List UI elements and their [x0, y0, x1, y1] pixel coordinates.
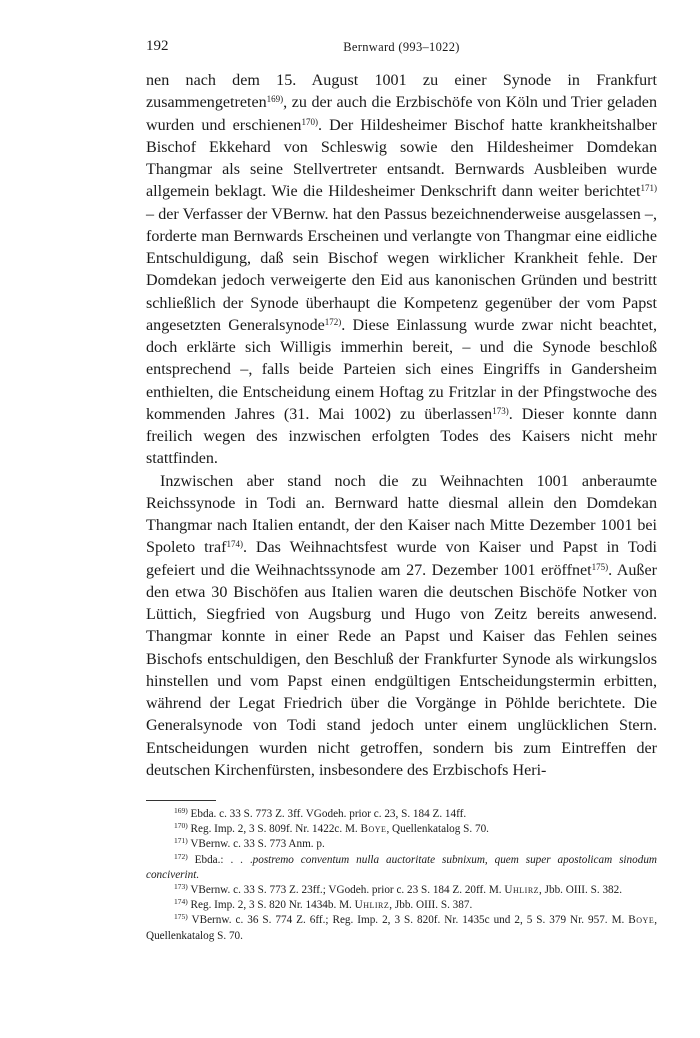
footnote-ref-170[interactable]: 170) [301, 116, 318, 127]
page-header [146, 38, 657, 62]
footnote-ref-173[interactable]: 173) [492, 405, 509, 416]
footnotes [146, 807, 657, 944]
footnote-ref-171[interactable]: 171) [640, 183, 657, 194]
running-title: Bernward (993–1022) [343, 40, 460, 54]
footnote-ref-175[interactable]: 175) [591, 561, 609, 572]
footnote-175: $^{175)}$ VBernw. c. 36 S. 774 Z. 6ff.; Reg. Imp. 2, 3 S. 820f. Nr. 1435c und 2, 5 S. 379 Nr. 957. M. Boye, Quellenkatalog S. 70. [146, 912, 657, 942]
footnote-171: $^{171)}$ VBernw. c. 33 S. 773 Anm. p. [174, 836, 325, 851]
footnote-ref-169[interactable]: 169) [266, 94, 284, 105]
document-page [146, 38, 657, 944]
footnote-172: $^{172)}$ Ebda.: . . .postremo conventum nulla auctoritate subnixum, quem super apostolicam sinodum conciverint. [146, 851, 657, 881]
footnote-divider [146, 800, 216, 801]
footnote-173: $^{173)}$ VBernw. c. 33 S. 773 Z. 23ff.; VGodeh. prior c. 23 S. 184 Z. 20ff. M. Uhlirz, Jbb. OIII. S. 382. [174, 882, 623, 897]
footnote-170: $^{170)}$ Reg. Imp. 2, 3 S. 809f. Nr. 1422c. M. Boye, Quellenkatalog S. 70. [174, 821, 489, 836]
footnote-ref-172[interactable]: 172) [324, 316, 342, 327]
page-number: 192 [146, 38, 169, 54]
footnote-ref-174[interactable]: 174) [226, 539, 243, 550]
footnote-169: $^{169)}$ Ebda. c. 33 S. 773 Z. 3ff. VGodeh. prior c. 23, S. 184 Z. 14ff. [174, 806, 467, 820]
paragraph-2: Inzwischen aber stand noch die zu Weihnachten 1001 anberaumte Reichssynode in Todi an. Bernward hatte diesmal allein den Domdekan Thangmar nach Italien entandt, der den Kaiser nach Mitte Dezember 1001 bei Spoleto traf$^{174)}$. Das Weihnachtsfest wurde von Kaiser und Papst in Todi gefeiert und die Weihnachtssynode am 27. Dezember 1001 eröffnet$^{175)}$. Außer den etwa 30 Bischöfen aus Italien waren die deutschen Bischöfe Notker von Lüttich, Siegfried von Augsburg und Hugo von Zeitz bereits anwesend. Thangmar konnte in einer Rede an Papst und Kaiser das Fehlen seines Bischofs entschuldigen, den Beschluß der Frankfurter Synode als wirkungslos hinstellen und vom Papst einen endgültigen Entscheidungstermin erbitten, während der Legat Friedrich über die Vorgänge in Pöhlde berichtete. Die Generalsynode von Todi stand jedoch unter einem unglücklichen Stern. Entscheidungen wurden nicht getroffen, sondern bis zum Eintreffen der deutschen Kirchenfürsten, insbesondere des Erzbischofs Heri- [146, 472, 657, 779]
body-text [146, 70, 657, 782]
paragraph-1: nen nach dem 15. August 1001 zu einer Synode in Frankfurt zusammengetreten$^{169)}$, zu der auch die Erzbischöfe von Köln und Trier geladen wurden und erschienen$^{170)}$. Der Hildesheimer Bischof hatte krankheitshalber Bischof Ekkehard von Schleswig sowie den Hildesheimer Domdekan Thangmar als seine Stellvertreter entsandt. Bernwards Ausbleiben wurde allgemein beklagt. Wie die Hildesheimer Denkschrift dann weiter berichtet$^{171)}$ – der Verfasser der VBernw. hat den Passus bezeichnenderweise ausgelassen –, forderte man Bernwards Erscheinen und verlangte von Thangmar eine eidliche Entschuldigung, daß sein Bischof wegen wirklicher Krankheit fehle. Der Domdekan jedoch verweigerte den Eid aus kanonischen Gründen und bestritt schließlich der Synode überhaupt die Kompetenz gegenüber der vom Papst angesetzten Generalsynode$^{172)}$. Diese Einlassung wurde zwar nicht beachtet, doch erklärte sich Willigis immerhin bereit, – und die Synode beschloß entsprechend –, falls beide Parteien sich eines Eingriffs in Gandersheim enthielten, die Entscheidung einem Hoftag zu Fritzlar in der Pfingstwoche des kommenden Jahres (31. Mai 1002) zu überlassen$^{173)}$. Dieser konnte dann freilich wegen des inzwischen erfolgten Todes des Kaisers nicht mehr stattfinden. [146, 72, 657, 468]
footnote-174: $^{174)}$ Reg. Imp. 2, 3 S. 820 Nr. 1434b. M. Uhlirz, Jbb. OIII. S. 387. [174, 897, 473, 912]
